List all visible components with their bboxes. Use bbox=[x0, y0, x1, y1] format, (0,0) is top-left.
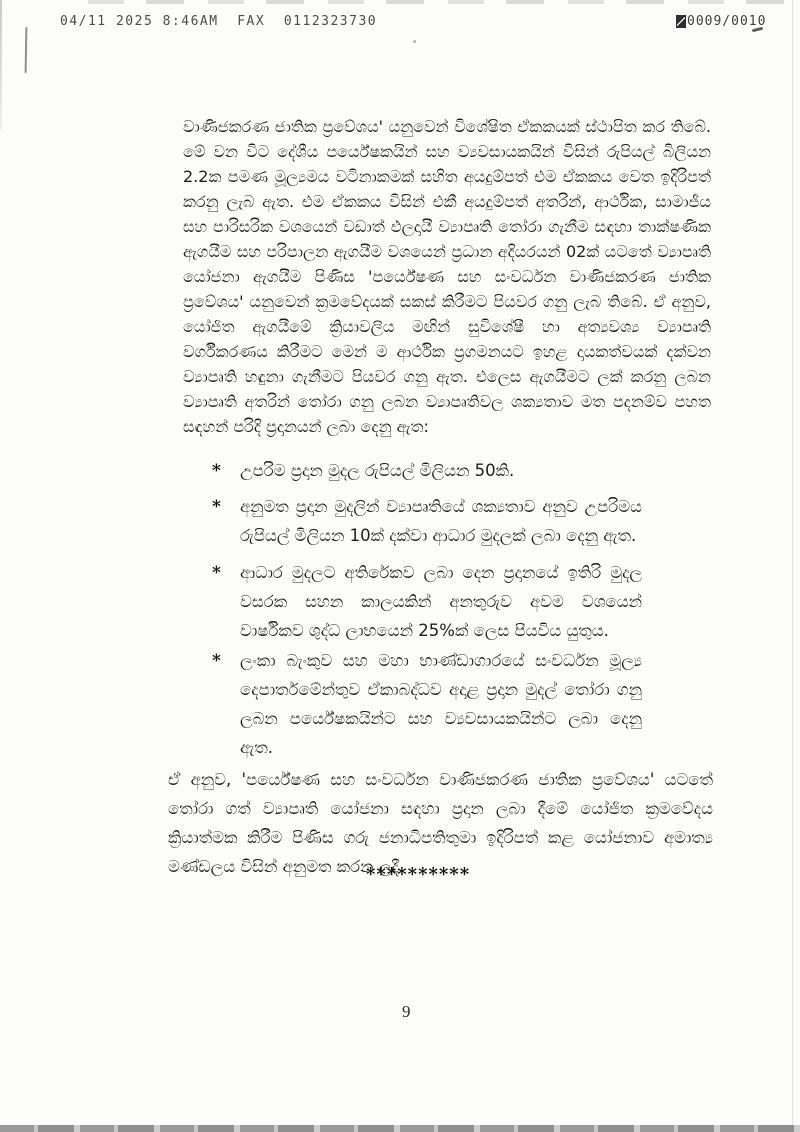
body-paragraph-1: වාණිජකරණ ජාතික ප්‍රවේශය' යනුවෙන් විශේෂිත ඒකකයක් ස්ථාපිත කර තිබේ. මේ වන විට දේශීය පර්යේෂකයින් සහ ව්‍යවසායකයින් විසින් රුපියල් බිලියන 2.2ක පමණ මූල්‍යමය වටිනාකමක් සහිත අයදුම්පත් එම ඒකකය වෙත ඉදිරිපත් කරනු ලැබ ඇත. එම ඒකකය විසින් එකී අයදුම්පත් අතරින්, ආර්ථික, සාමාජීය සහ පාරිසරික වශයෙන් වඩාත් ඵලදායී ව්‍යාපෘති තෝරා ගැනීම සඳහා තාක්ෂණික ඇගයීම සහ පරිපාලන ඇගයීම වශයෙන් ප්‍රධාන අදියරයන් 02ක් යටතේ ව්‍යාපෘති යෝජනා ඇගයීම පිණිස 'පර්යේෂණ සහ සංවර්ධන වාණිජකරණ ජාතික ප්‍රවේශය' යනුවෙන් ක්‍රමවේදයක් සකස් කිරීමට පියවර ගනු ලැබ තිබේ. ඒ අනුව, යෝජිත ඇගයීමේ ක්‍රියාවලිය මඟින් සුවිශේෂී හා අත්‍යවශ්‍ය ව්‍යාපෘති වර්ගීකරණය කිරීමට මෙන් ම ආර්ථික ප්‍රගමනයට ඉහළ දායකත්වයක් දක්වන ව්‍යාපෘති හඳුනා ගැනීමට පියවර ගනු ඇත. එලෙස ඇගයීමට ලක් කරනු ලබන ව්‍යාපෘති අතරින් තෝරා ගනු ලබන ව්‍යාපෘතිවල ශක්‍යතාව මත පදනම්ව පහත සඳහන් පරිදි ප්‍රදානයන් ලබා දෙනු ඇත: bbox=[183, 117, 711, 436]
fax-header bbox=[0, 14, 800, 34]
page-number: 9 bbox=[402, 1002, 411, 1021]
fax-page-icon bbox=[676, 15, 686, 28]
asterisk-separator: ********** bbox=[366, 864, 471, 885]
bullet-text: අනුමත ප්‍රදාන මුදලින් ව්‍යාපෘතියේ ශක්‍යතාව අනුව උපරිමය රුපියල් මිලියන 10ක් දක්වා ආධාර මුදලක් ලබා දෙනු ඇත. bbox=[240, 497, 642, 545]
bullet-marker: * bbox=[212, 497, 221, 517]
fax-page-counter-group bbox=[676, 14, 766, 29]
scan-bottom-edge-artifact bbox=[0, 1125, 800, 1132]
body-paragraph-2: ඒ අනුව, 'පර්යේෂණ සහ සංවර්ධන වාණිජකරණ ජාතික ප්‍රවේශය' යටතේ තෝරා ගත් ව්‍යාපෘති යෝජනා සඳහා ප්‍රදාන ලබා දීමේ යෝජිත ක්‍රමවේදය ක්‍රියාත්මක කිරීම පිණිස ගරු ජනාධිපතිතුමා ඉදිරිපත් කළ යෝජනාව අමාත්‍ය මණ්ඩලය විසින් අනුමත කරන ලදී. bbox=[168, 769, 713, 876]
bullet-item-3 bbox=[212, 558, 642, 645]
bullet-text: ලංකා බැංකුව සහ මහා භාණ්ඩාගාරයේ සංවර්ධන මූල්‍ය දෙපාර්තමේන්තුව ඒකාබද්ධව අදාළ ප්‍රදාන මුදල් තෝරා ගනු ලබන පර්යේෂකයින්ට සහ ව්‍යවසායකයින්ට ලබා දෙනු ඇත. bbox=[240, 651, 642, 757]
bullet-item-4 bbox=[212, 646, 642, 762]
bullet-marker: * bbox=[212, 563, 221, 583]
scan-right-edge-line bbox=[792, 0, 793, 1132]
fax-page-counter: 0009/0010 bbox=[687, 14, 767, 29]
bullet-item-2 bbox=[212, 492, 642, 550]
bullet-text: උපරිම ප්‍රදාන මුදල රුපියල් මිලියන 50කි. bbox=[240, 461, 515, 480]
scan-speck-artifact bbox=[413, 40, 416, 43]
bullet-text: ආධාර මුදලට අතිරේකව ලබා දෙන ප්‍රදානයේ ඉතිරි මුදල වසරක සහන කාලයකින් අනතුරුව අවම වශයෙන් වාර්ෂිකව ශුද්ධ ලාභයෙන් 25%ක් ලෙස පියවිය යුතුය. bbox=[240, 563, 642, 640]
bullet-marker: * bbox=[212, 461, 221, 481]
scan-top-edge-artifact bbox=[88, 0, 796, 4]
fax-timestamp-line: 04/11 2025 8:46AM FAX 0112323730 bbox=[60, 14, 378, 29]
bullet-marker: * bbox=[212, 651, 221, 671]
bullet-item-1 bbox=[212, 456, 642, 485]
